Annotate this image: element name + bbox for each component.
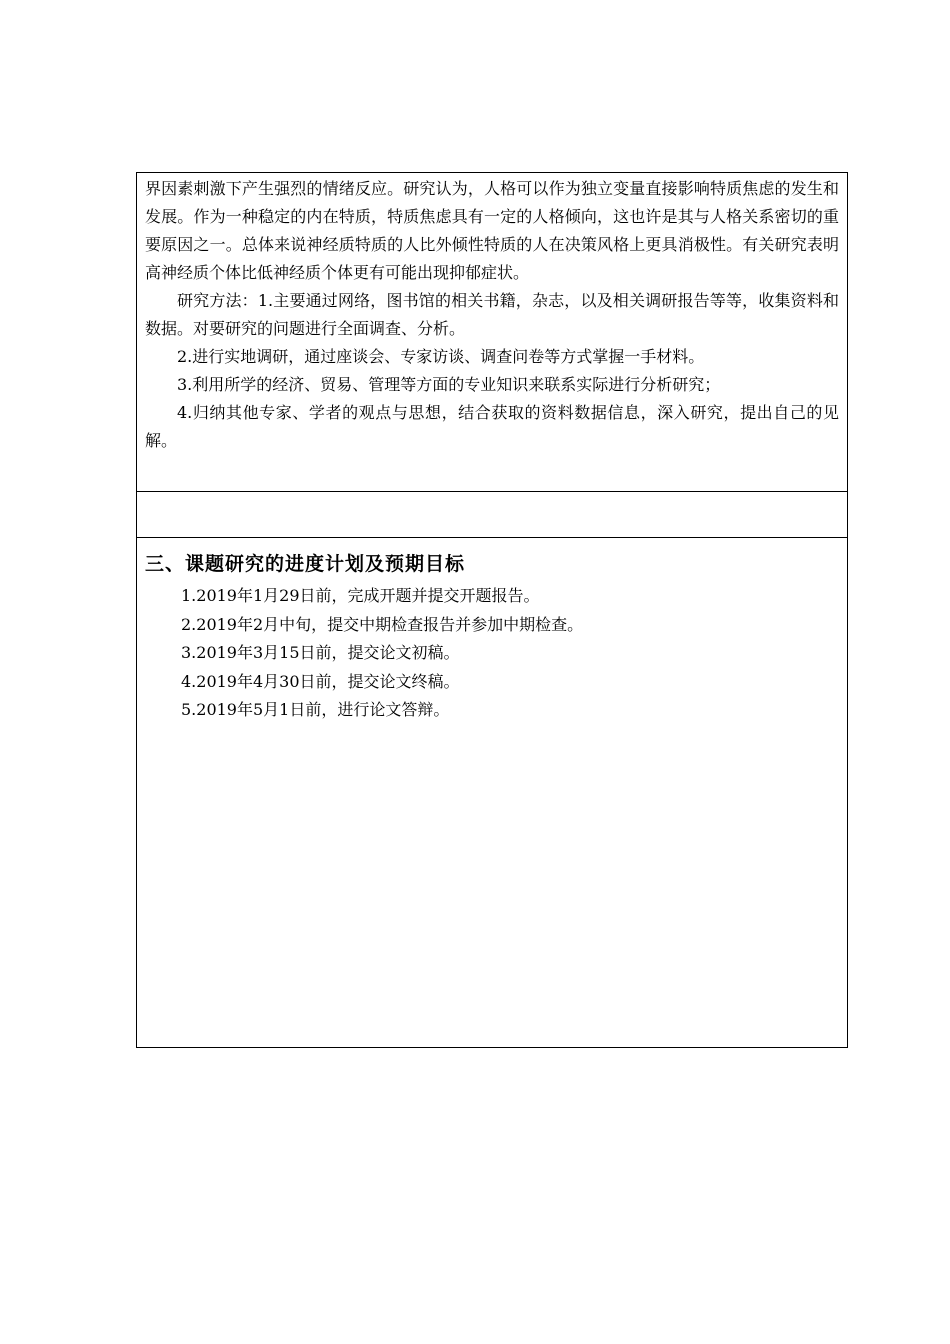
proposal-form-table: [136, 172, 848, 1048]
research-method-item-2: 2.进行实地调研，通过座谈会、专家访谈、调查问卷等方式掌握一手材料。: [177, 347, 705, 366]
progress-plan-cell: [137, 538, 847, 1047]
plan-item: 5.2019年5月1日前，进行论文答辩。: [181, 700, 450, 719]
plan-item: 3.2019年3月15日前，提交论文初稿。: [181, 643, 460, 662]
section-title-progress-plan: 三、课题研究的进度计划及预期目标: [145, 553, 466, 575]
plan-item: 4.2019年4月30日前，提交论文终稿。: [181, 671, 460, 691]
research-paragraph-personality: 界因素刺激下产生强烈的情绪反应。研究认为，人格可以作为独立变量直接影响特质焦虑的发生和发展。作为一种稳定的内在特质，特质焦虑具有一定的人格倾向，这也许是其与人格关系密切的重要原因之一。总体来说神经质特质的人比外倾性特质的人在决策风格上更具消极性。有关研究表明高神经质个体比低神经质个体更有可能出现抑郁症状。: [145, 179, 839, 282]
plan-item: 1.2019年1月29日前，完成开题并提交开题报告。: [181, 586, 540, 605]
research-methods-paragraph: 研究方法：1.主要通过网络，图书馆的相关书籍，杂志，以及相关调研报告等等，收集资料和数据。对要研究的问题进行全面调查、分析。: [145, 291, 839, 338]
research-content-cell: [137, 173, 847, 492]
empty-row-cell: [137, 492, 847, 538]
plan-item: 2.2019年2月中旬，提交中期检查报告并参加中期检查。: [181, 614, 584, 634]
research-method-item-3: 3.利用所学的经济、贸易、管理等方面的专业知识来联系实际进行分析研究；: [177, 375, 721, 394]
research-method-item-4: 4.归纳其他专家、学者的观点与思想，结合获取的资料数据信息，深入研究，提出自己的见解。: [145, 403, 839, 450]
plan-list: [145, 582, 839, 725]
